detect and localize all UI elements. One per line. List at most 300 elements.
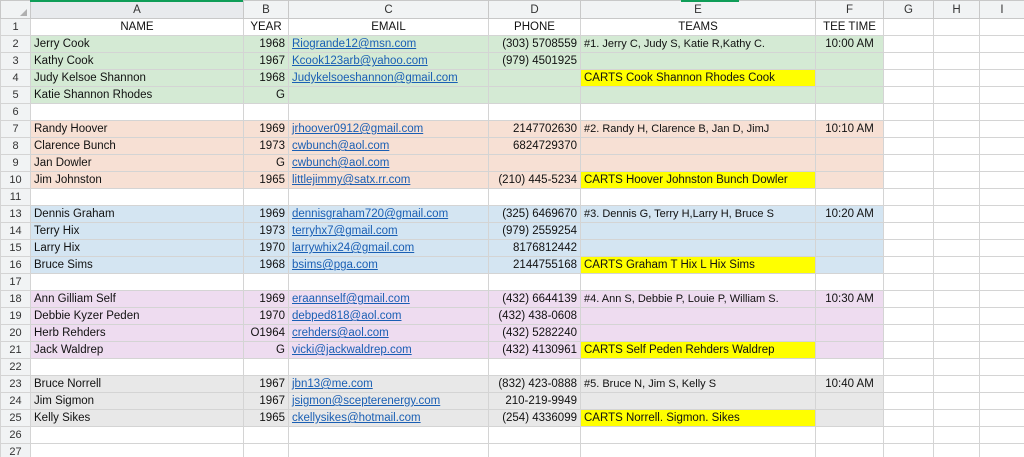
cell-g[interactable] — [884, 410, 934, 427]
cell-name[interactable] — [31, 359, 244, 376]
cell-g[interactable] — [884, 104, 934, 121]
cell-i[interactable] — [980, 393, 1024, 410]
header-cell-tee-time[interactable]: TEE TIME — [816, 19, 884, 36]
email-link[interactable]: jrhoover0912@gmail.com — [292, 123, 424, 135]
cell-tee-time[interactable] — [816, 138, 884, 155]
email-link[interactable]: larrywhix24@gmail.com — [292, 242, 415, 254]
cell-teams[interactable]: CARTS Norrell. Sigmon. Sikes — [581, 410, 816, 427]
email-link[interactable]: Kcook123arb@yahoo.com — [292, 55, 428, 67]
cell-teams[interactable] — [581, 359, 816, 376]
cell-email[interactable] — [289, 104, 489, 121]
table-row[interactable] — [1, 274, 1024, 291]
cell-name[interactable]: Judy Kelsoe Shannon — [31, 70, 244, 87]
header-cell-phone[interactable]: PHONE — [489, 19, 581, 36]
cell-g[interactable] — [884, 121, 934, 138]
cell-h[interactable] — [934, 325, 980, 342]
cell-g[interactable] — [884, 206, 934, 223]
cell-h[interactable] — [934, 121, 980, 138]
table-row[interactable] — [1, 325, 1024, 342]
cell-i[interactable] — [980, 444, 1024, 457]
cell-email[interactable] — [289, 189, 489, 206]
cell-year[interactable]: 1973 — [244, 138, 289, 155]
cell-year[interactable]: 1968 — [244, 257, 289, 274]
cell-teams[interactable] — [581, 87, 816, 104]
table-row[interactable] — [1, 359, 1024, 376]
cell-name[interactable]: Ann Gilliam Self — [31, 291, 244, 308]
cell-h[interactable] — [934, 104, 980, 121]
cell-name[interactable]: Debbie Kyzer Peden — [31, 308, 244, 325]
select-all-corner[interactable] — [1, 1, 31, 19]
cell-year[interactable]: 1969 — [244, 291, 289, 308]
cell-i[interactable] — [980, 87, 1024, 104]
cell-h[interactable] — [934, 36, 980, 53]
cell-tee-time[interactable] — [816, 308, 884, 325]
cell-g[interactable] — [884, 444, 934, 457]
row-header[interactable]: 26 — [1, 427, 31, 444]
cell-teams[interactable] — [581, 104, 816, 121]
cell-email[interactable] — [289, 274, 489, 291]
cell-email[interactable] — [289, 70, 489, 87]
cell-year[interactable] — [244, 104, 289, 121]
email-link[interactable]: jbn13@me.com — [292, 378, 373, 390]
cell-tee-time[interactable] — [816, 444, 884, 457]
cell-name[interactable] — [31, 274, 244, 291]
cell-i[interactable] — [980, 257, 1024, 274]
cell-teams[interactable]: CARTS Hoover Johnston Bunch Dowler — [581, 172, 816, 189]
column-header-h[interactable]: H — [934, 1, 980, 19]
cell-phone[interactable]: (325) 6469670 — [489, 206, 581, 223]
cell-tee-time[interactable] — [816, 393, 884, 410]
cell-i[interactable] — [980, 291, 1024, 308]
cell-g[interactable] — [884, 257, 934, 274]
cell-tee-time[interactable] — [816, 342, 884, 359]
cell-name[interactable]: Jack Waldrep — [31, 342, 244, 359]
cell-name[interactable]: Katie Shannon Rhodes — [31, 87, 244, 104]
email-link[interactable]: bsims@pga.com — [292, 259, 378, 271]
cell-i[interactable] — [980, 410, 1024, 427]
cell-year[interactable]: G — [244, 342, 289, 359]
cell-email[interactable] — [289, 240, 489, 257]
cell-phone[interactable]: 2144755168 — [489, 257, 581, 274]
cell-phone[interactable]: (979) 4501925 — [489, 53, 581, 70]
column-header-b[interactable]: B — [244, 1, 289, 19]
cell-phone[interactable]: (979) 2559254 — [489, 223, 581, 240]
row-header[interactable]: 15 — [1, 240, 31, 257]
cell-phone[interactable]: (432) 4130961 — [489, 342, 581, 359]
cell-phone[interactable] — [489, 70, 581, 87]
cell-name[interactable]: Bruce Sims — [31, 257, 244, 274]
cell-tee-time[interactable] — [816, 325, 884, 342]
table-row[interactable] — [1, 444, 1024, 457]
row-header[interactable]: 22 — [1, 359, 31, 376]
cell-h[interactable] — [934, 342, 980, 359]
cell-email[interactable] — [289, 376, 489, 393]
row-header[interactable]: 1 — [1, 19, 31, 36]
row-header[interactable]: 13 — [1, 206, 31, 223]
cell-email[interactable] — [289, 427, 489, 444]
cell-i[interactable] — [980, 189, 1024, 206]
cell-year[interactable]: 1965 — [244, 172, 289, 189]
cell-h[interactable] — [934, 257, 980, 274]
table-row[interactable] — [1, 376, 1024, 393]
cell-h[interactable] — [934, 138, 980, 155]
cell-teams[interactable]: #5. Bruce N, Jim S, Kelly S — [581, 376, 816, 393]
table-row[interactable] — [1, 189, 1024, 206]
row-header[interactable]: 27 — [1, 444, 31, 457]
column-header-a[interactable]: A — [31, 1, 244, 19]
email-link[interactable]: debped818@aol.com — [292, 310, 402, 322]
cell-year[interactable] — [244, 359, 289, 376]
table-row[interactable] — [1, 257, 1024, 274]
cell-teams[interactable]: CARTS Graham T Hix L Hix Sims — [581, 257, 816, 274]
column-header-e[interactable]: E — [581, 1, 816, 19]
cell-phone[interactable]: (303) 5708559 — [489, 36, 581, 53]
cell-tee-time[interactable] — [816, 189, 884, 206]
cell-teams[interactable]: #1. Jerry C, Judy S, Katie R,Kathy C. — [581, 36, 816, 53]
cell-g[interactable] — [884, 53, 934, 70]
cell-g[interactable] — [884, 342, 934, 359]
cell-phone[interactable] — [489, 87, 581, 104]
cell-h[interactable] — [934, 427, 980, 444]
row-header[interactable]: 25 — [1, 410, 31, 427]
cell-teams[interactable] — [581, 427, 816, 444]
cell-teams[interactable]: #4. Ann S, Debbie P, Louie P, William S. — [581, 291, 816, 308]
cell-phone[interactable]: (432) 5282240 — [489, 325, 581, 342]
cell-i[interactable] — [980, 240, 1024, 257]
row-header[interactable]: 16 — [1, 257, 31, 274]
cell-i[interactable] — [980, 121, 1024, 138]
cell-tee-time[interactable] — [816, 274, 884, 291]
email-link[interactable]: crehders@aol.com — [292, 327, 389, 339]
cell-h[interactable] — [934, 444, 980, 457]
cell-name[interactable] — [31, 104, 244, 121]
header-cell-g[interactable] — [884, 19, 934, 36]
row-header[interactable]: 17 — [1, 274, 31, 291]
cell-phone[interactable]: (254) 4336099 — [489, 410, 581, 427]
cell-year[interactable]: 1973 — [244, 223, 289, 240]
cell-name[interactable]: Bruce Norrell — [31, 376, 244, 393]
cell-i[interactable] — [980, 70, 1024, 87]
cell-tee-time[interactable] — [816, 87, 884, 104]
cell-name[interactable]: Clarence Bunch — [31, 138, 244, 155]
row-header[interactable]: 23 — [1, 376, 31, 393]
table-row[interactable] — [1, 393, 1024, 410]
cell-i[interactable] — [980, 342, 1024, 359]
cell-g[interactable] — [884, 155, 934, 172]
cell-h[interactable] — [934, 376, 980, 393]
cell-teams[interactable]: CARTS Self Peden Rehders Waldrep — [581, 342, 816, 359]
cell-h[interactable] — [934, 70, 980, 87]
cell-name[interactable]: Herb Rehders — [31, 325, 244, 342]
cell-g[interactable] — [884, 308, 934, 325]
cell-teams[interactable] — [581, 393, 816, 410]
cell-g[interactable] — [884, 376, 934, 393]
cell-i[interactable] — [980, 427, 1024, 444]
cell-year[interactable] — [244, 444, 289, 457]
cell-tee-time[interactable]: 10:40 AM — [816, 376, 884, 393]
table-row[interactable] — [1, 36, 1024, 53]
cell-g[interactable] — [884, 87, 934, 104]
cell-phone[interactable]: 2147702630 — [489, 121, 581, 138]
cell-h[interactable] — [934, 274, 980, 291]
cell-i[interactable] — [980, 308, 1024, 325]
cell-teams[interactable] — [581, 240, 816, 257]
table-row[interactable] — [1, 342, 1024, 359]
cell-year[interactable]: 1967 — [244, 53, 289, 70]
cell-year[interactable]: 1970 — [244, 240, 289, 257]
cell-email[interactable] — [289, 257, 489, 274]
cell-phone[interactable]: (832) 423-0888 — [489, 376, 581, 393]
cell-i[interactable] — [980, 223, 1024, 240]
cell-year[interactable]: G — [244, 155, 289, 172]
row-header[interactable]: 5 — [1, 87, 31, 104]
cell-g[interactable] — [884, 138, 934, 155]
column-header-g[interactable]: G — [884, 1, 934, 19]
email-link[interactable]: Judykelsoeshannon@gmail.com — [292, 72, 458, 84]
email-link[interactable]: Riogrande12@msn.com — [292, 38, 417, 50]
row-header[interactable]: 7 — [1, 121, 31, 138]
column-header-d[interactable]: D — [489, 1, 581, 19]
cell-teams[interactable] — [581, 325, 816, 342]
email-link[interactable]: littlejimmy@satx.rr.com — [292, 174, 411, 186]
cell-phone[interactable] — [489, 427, 581, 444]
header-cell-teams[interactable]: TEAMS — [581, 19, 816, 36]
cell-year[interactable]: 1965 — [244, 410, 289, 427]
cell-email[interactable] — [289, 223, 489, 240]
cell-tee-time[interactable]: 10:20 AM — [816, 206, 884, 223]
cell-tee-time[interactable] — [816, 155, 884, 172]
email-link[interactable]: cwbunch@aol.com — [292, 157, 390, 169]
cell-email[interactable] — [289, 359, 489, 376]
table-row[interactable] — [1, 87, 1024, 104]
cell-email[interactable] — [289, 444, 489, 457]
row-header[interactable]: 14 — [1, 223, 31, 240]
cell-teams[interactable] — [581, 444, 816, 457]
cell-email[interactable] — [289, 87, 489, 104]
cell-h[interactable] — [934, 240, 980, 257]
cell-phone[interactable] — [489, 274, 581, 291]
cell-tee-time[interactable] — [816, 70, 884, 87]
cell-name[interactable]: Larry Hix — [31, 240, 244, 257]
cell-teams[interactable]: #3. Dennis G, Terry H,Larry H, Bruce S — [581, 206, 816, 223]
cell-tee-time[interactable]: 10:30 AM — [816, 291, 884, 308]
cell-tee-time[interactable]: 10:10 AM — [816, 121, 884, 138]
row-header[interactable]: 24 — [1, 393, 31, 410]
table-row[interactable] — [1, 104, 1024, 121]
header-cell-year[interactable]: YEAR — [244, 19, 289, 36]
cell-year[interactable]: O1964 — [244, 325, 289, 342]
table-row[interactable] — [1, 155, 1024, 172]
table-row[interactable] — [1, 121, 1024, 138]
cell-g[interactable] — [884, 36, 934, 53]
cell-name[interactable] — [31, 444, 244, 457]
cell-tee-time[interactable]: 10:00 AM — [816, 36, 884, 53]
header-cell-h[interactable] — [934, 19, 980, 36]
cell-year[interactable]: 1968 — [244, 36, 289, 53]
cell-phone[interactable]: 6824729370 — [489, 138, 581, 155]
column-header-f[interactable]: F — [816, 1, 884, 19]
table-row[interactable] — [1, 172, 1024, 189]
table-row[interactable] — [1, 410, 1024, 427]
cell-email[interactable] — [289, 308, 489, 325]
table-row[interactable] — [1, 53, 1024, 70]
cell-email[interactable] — [289, 155, 489, 172]
cell-year[interactable] — [244, 427, 289, 444]
cell-tee-time[interactable] — [816, 257, 884, 274]
row-header[interactable]: 18 — [1, 291, 31, 308]
email-link[interactable]: eraannself@gmail.com — [292, 293, 410, 305]
cell-year[interactable]: 1968 — [244, 70, 289, 87]
cell-phone[interactable]: 8176812442 — [489, 240, 581, 257]
cell-email[interactable] — [289, 393, 489, 410]
cell-phone[interactable]: (432) 6644139 — [489, 291, 581, 308]
header-cell-name[interactable]: NAME — [31, 19, 244, 36]
email-link[interactable]: terryhx7@gmail.com — [292, 225, 398, 237]
cell-h[interactable] — [934, 206, 980, 223]
row-header[interactable]: 6 — [1, 104, 31, 121]
cell-g[interactable] — [884, 274, 934, 291]
cell-teams[interactable] — [581, 189, 816, 206]
cell-teams[interactable] — [581, 138, 816, 155]
cell-h[interactable] — [934, 87, 980, 104]
cell-i[interactable] — [980, 274, 1024, 291]
cell-h[interactable] — [934, 189, 980, 206]
email-link[interactable]: ckellysikes@hotmail.com — [292, 412, 421, 424]
cell-phone[interactable]: (432) 438-0608 — [489, 308, 581, 325]
cell-year[interactable]: 1969 — [244, 206, 289, 223]
cell-email[interactable] — [289, 325, 489, 342]
cell-year[interactable] — [244, 189, 289, 206]
cell-i[interactable] — [980, 172, 1024, 189]
cell-year[interactable]: 1967 — [244, 376, 289, 393]
cell-phone[interactable] — [489, 155, 581, 172]
header-cell-i[interactable] — [980, 19, 1024, 36]
cell-g[interactable] — [884, 70, 934, 87]
cell-tee-time[interactable] — [816, 223, 884, 240]
row-header[interactable]: 11 — [1, 189, 31, 206]
cell-year[interactable]: 1967 — [244, 393, 289, 410]
cell-email[interactable] — [289, 53, 489, 70]
cell-phone[interactable]: (210) 445-5234 — [489, 172, 581, 189]
cell-h[interactable] — [934, 172, 980, 189]
cell-i[interactable] — [980, 36, 1024, 53]
cell-name[interactable]: Jerry Cook — [31, 36, 244, 53]
table-row[interactable] — [1, 206, 1024, 223]
cell-tee-time[interactable] — [816, 172, 884, 189]
cell-name[interactable]: Terry Hix — [31, 223, 244, 240]
cell-i[interactable] — [980, 104, 1024, 121]
cell-i[interactable] — [980, 138, 1024, 155]
cell-email[interactable] — [289, 138, 489, 155]
cell-year[interactable] — [244, 274, 289, 291]
cell-h[interactable] — [934, 291, 980, 308]
cell-tee-time[interactable] — [816, 359, 884, 376]
cell-name[interactable]: Jan Dowler — [31, 155, 244, 172]
cell-email[interactable] — [289, 36, 489, 53]
cell-tee-time[interactable] — [816, 427, 884, 444]
cell-name[interactable] — [31, 189, 244, 206]
cell-g[interactable] — [884, 172, 934, 189]
cell-h[interactable] — [934, 223, 980, 240]
cell-h[interactable] — [934, 410, 980, 427]
cell-teams[interactable] — [581, 155, 816, 172]
table-row[interactable] — [1, 308, 1024, 325]
row-header[interactable]: 10 — [1, 172, 31, 189]
cell-h[interactable] — [934, 53, 980, 70]
cell-tee-time[interactable] — [816, 410, 884, 427]
table-row[interactable] — [1, 427, 1024, 444]
cell-email[interactable] — [289, 410, 489, 427]
cell-email[interactable] — [289, 121, 489, 138]
email-link[interactable]: vicki@jackwaldrep.com — [292, 344, 412, 356]
cell-i[interactable] — [980, 376, 1024, 393]
cell-g[interactable] — [884, 427, 934, 444]
cell-h[interactable] — [934, 359, 980, 376]
cell-teams[interactable] — [581, 53, 816, 70]
cell-name[interactable] — [31, 427, 244, 444]
cell-h[interactable] — [934, 155, 980, 172]
email-link[interactable]: cwbunch@aol.com — [292, 140, 390, 152]
cell-year[interactable]: 1969 — [244, 121, 289, 138]
email-link[interactable]: dennisgraham720@gmail.com — [292, 208, 449, 220]
row-header[interactable]: 4 — [1, 70, 31, 87]
cell-g[interactable] — [884, 325, 934, 342]
cell-tee-time[interactable] — [816, 53, 884, 70]
row-header[interactable]: 9 — [1, 155, 31, 172]
row-header[interactable]: 2 — [1, 36, 31, 53]
cell-h[interactable] — [934, 393, 980, 410]
cell-email[interactable] — [289, 291, 489, 308]
cell-g[interactable] — [884, 189, 934, 206]
cell-phone[interactable] — [489, 104, 581, 121]
cell-g[interactable] — [884, 240, 934, 257]
cell-year[interactable]: 1970 — [244, 308, 289, 325]
cell-i[interactable] — [980, 359, 1024, 376]
row-header[interactable]: 21 — [1, 342, 31, 359]
cell-tee-time[interactable] — [816, 240, 884, 257]
table-row[interactable] — [1, 240, 1024, 257]
cell-g[interactable] — [884, 393, 934, 410]
cell-teams[interactable] — [581, 223, 816, 240]
row-header[interactable]: 3 — [1, 53, 31, 70]
cell-name[interactable]: Kathy Cook — [31, 53, 244, 70]
row-header[interactable]: 20 — [1, 325, 31, 342]
cell-g[interactable] — [884, 291, 934, 308]
cell-teams[interactable]: #2. Randy H, Clarence B, Jan D, JimJ — [581, 121, 816, 138]
cell-i[interactable] — [980, 325, 1024, 342]
cell-teams[interactable] — [581, 274, 816, 291]
email-link[interactable]: jsigmon@scepterenergy.com — [292, 395, 441, 407]
cell-phone[interactable] — [489, 359, 581, 376]
cell-year[interactable]: G — [244, 87, 289, 104]
cell-teams[interactable] — [581, 308, 816, 325]
cell-name[interactable]: Dennis Graham — [31, 206, 244, 223]
table-row[interactable] — [1, 138, 1024, 155]
cell-teams[interactable]: CARTS Cook Shannon Rhodes Cook — [581, 70, 816, 87]
cell-name[interactable]: Jim Sigmon — [31, 393, 244, 410]
table-row[interactable] — [1, 291, 1024, 308]
cell-phone[interactable]: 210-219-9949 — [489, 393, 581, 410]
cell-phone[interactable] — [489, 189, 581, 206]
row-header[interactable]: 8 — [1, 138, 31, 155]
cell-i[interactable] — [980, 206, 1024, 223]
cell-name[interactable]: Randy Hoover — [31, 121, 244, 138]
cell-h[interactable] — [934, 308, 980, 325]
cell-name[interactable]: Jim Johnston — [31, 172, 244, 189]
column-header-c[interactable]: C — [289, 1, 489, 19]
cell-name[interactable]: Kelly Sikes — [31, 410, 244, 427]
row-header[interactable]: 19 — [1, 308, 31, 325]
